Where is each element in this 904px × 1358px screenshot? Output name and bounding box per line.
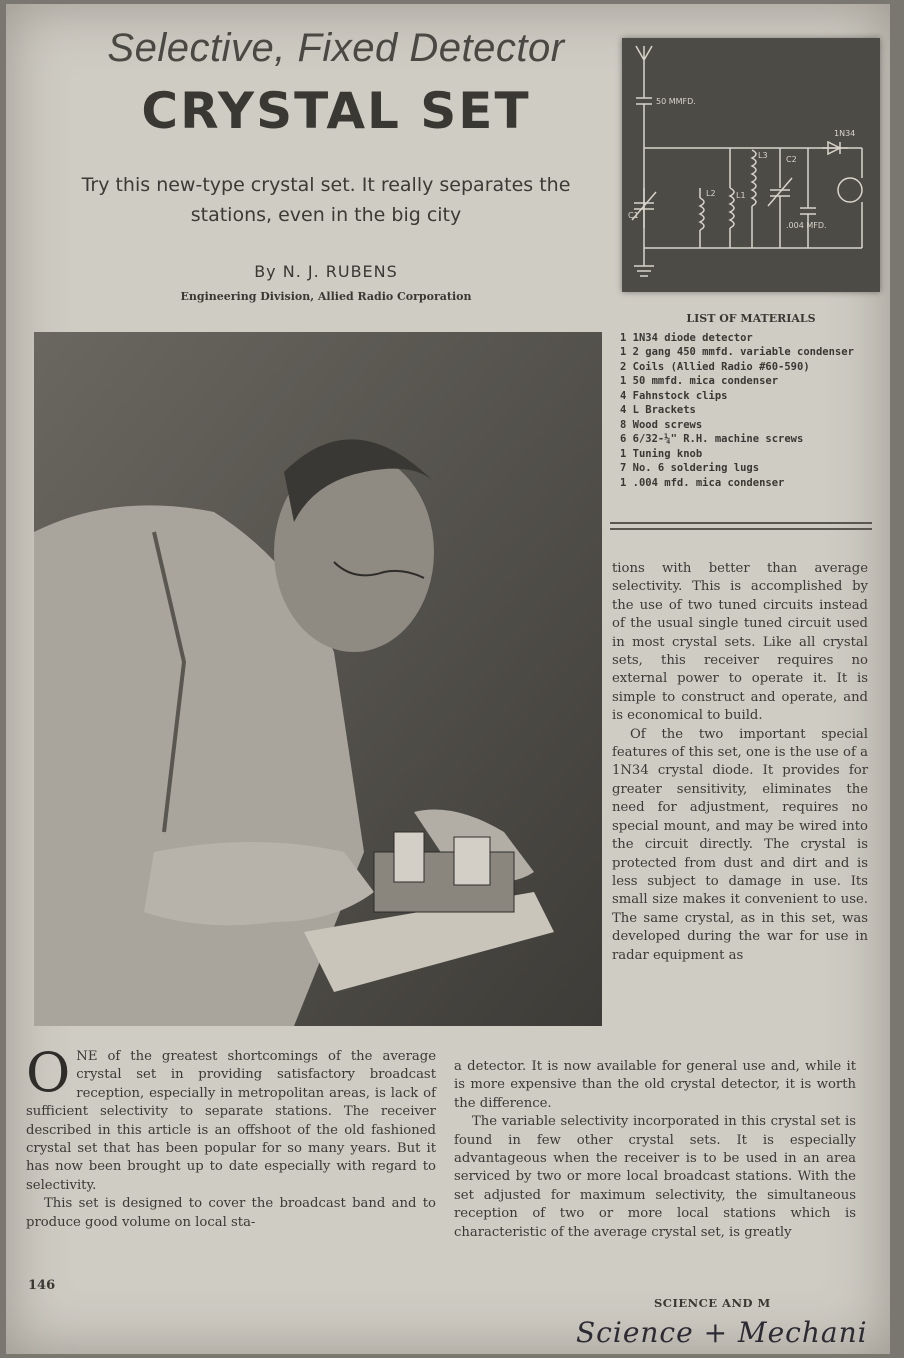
divider (610, 522, 872, 524)
schematic-label: C1 (628, 211, 639, 220)
list-item: 1 .004 mfd. mica condenser (620, 476, 785, 489)
title-line-1: Selective, Fixed Detector (107, 26, 565, 70)
paragraph: NE of the greatest shortcomings of the average crystal set in providing satisfactory broadcast reception, especially in metropolitan areas, is lack of sufficient selectivity to separate stations. The receiver described in this article is an offshoot of the old fashioned crystal set that has been popular for so many years. But it has now been brought up to date especially with regard to selectivity. (26, 1049, 436, 1193)
paragraph: Of the two important special features of this set, one is the use of a 1N34 crystal diode. It provides for greater sensitivity, eliminates the need for adjustment, requires no special mount, and may be wired into the circuit directly. The crystal is protected from dust and dirt and is less subject to damage in use. Its small size makes it convenient to use. The same crystal, as in this set, was developed during the war for use in radar equipment as (612, 726, 868, 963)
paragraph: tions with better than average selectivity. This is accomplished by the use of two tuned circuits instead of the usual single tuned circuit used in most crystal sets. Like all crystal sets, this receiver requires no external power to operate it. It is simple to construct and operate, and is economical to build. (612, 561, 868, 724)
magazine-page (6, 4, 890, 1354)
list-item: 1 2 gang 450 mmfd. variable condenser (620, 346, 854, 358)
list-item: 1 50 mmfd. mica condenser (620, 375, 779, 387)
list-item: 6 6/32-¼" R.H. machine screws (620, 433, 804, 445)
page-number: 146 (28, 1278, 56, 1293)
list-item: 4 L Brackets (620, 404, 696, 416)
list-item: 8 Wood screws (620, 418, 703, 431)
materials-heading: LIST OF MATERIALS (686, 312, 816, 325)
schematic-drawing (622, 38, 880, 292)
schematic-label: L3 (758, 151, 768, 160)
magazine-footer: SCIENCE AND M (654, 1296, 771, 1310)
list-item: 1 Tuning knob (620, 447, 703, 460)
schematic-diagram (622, 38, 880, 292)
article-photo (34, 332, 602, 1026)
paragraph: a detector. It is now available for general use and, while it is more expensive than the old crystal detector, it is worth the difference. (454, 1059, 856, 1111)
byline: By N. J. RUBENS (254, 262, 398, 281)
paragraph: This set is designed to cover the broadcast band and to produce good volume on local sta- (26, 1196, 436, 1230)
subtitle: Try this new-type crystal set. It really separates the stations, even in the big city (81, 174, 571, 226)
article-column-right (612, 560, 868, 965)
list-item: 2 Coils (Allied Radio #60-590) (620, 360, 810, 373)
affiliation: Engineering Division, Allied Radio Corporation (180, 290, 472, 303)
materials-list (620, 312, 882, 490)
schematic-label: L2 (706, 189, 716, 198)
drop-cap: O (26, 1041, 71, 1104)
schematic-label: 1N34 (834, 129, 856, 138)
schematic-label: C2 (786, 155, 797, 164)
paragraph: The variable selectivity incorporated in this crystal set is found in few other crystal sets. It is especially advantageous when the receiver is to be used in an area serviced by two or more local broadcast stations. With the set adjusted for maximum selectivity, the simultaneous reception of two or more local stations which is characteristic of the average crystal set, is greatly (454, 1114, 856, 1240)
title-line-2: CRYSTAL SET (141, 82, 531, 140)
schematic-label: 50 MMFD. (656, 97, 696, 106)
schematic-label: .004 MFD. (786, 221, 827, 230)
article-column-bottom-left (26, 1041, 436, 1232)
list-item: 1 1N34 diode detector (620, 331, 753, 344)
divider (610, 528, 872, 530)
article-column-bottom-right (454, 1058, 856, 1242)
photo-illustration (34, 332, 602, 1026)
list-item: 4 Fahnstock clips (620, 389, 728, 402)
handwritten-note: Science + Mechani (576, 1316, 868, 1349)
list-item: 7 No. 6 soldering lugs (620, 462, 760, 474)
schematic-label: L1 (736, 191, 746, 200)
